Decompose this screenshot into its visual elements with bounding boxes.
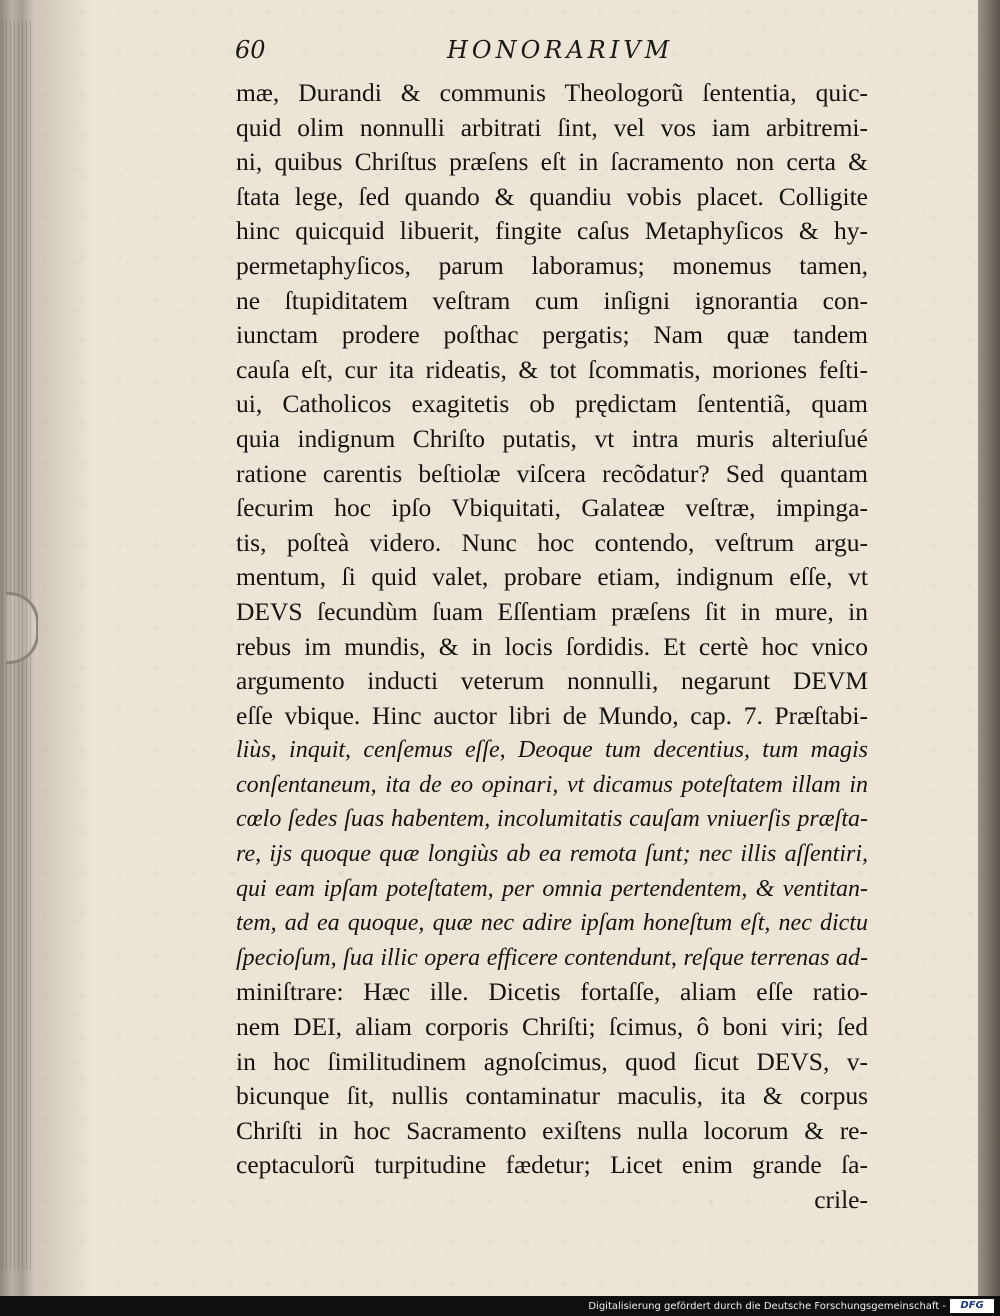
text-line: rebus im mundis, & in locis ſordidis. Et certè hoc vnico xyxy=(236,631,868,661)
quotation-line: ſpecioſum, ſua illic opera efficere contendunt, reſque terrenas ad- xyxy=(236,944,868,971)
text-line: eſſe vbique. Hinc auctor libri de Mundo, cap. 7. Præſtabi- xyxy=(236,700,868,730)
quotation-line: tem, ad ea quoque, quæ nec adire ipſam honeſtum eſt, nec dictu xyxy=(236,910,868,937)
text-line: ſecurim hoc ipſo Vbiquitati, Galateæ veſtræ, impinga- xyxy=(236,493,868,523)
book-fore-edge xyxy=(0,0,40,1316)
page-gutter-shadow xyxy=(978,0,1000,1316)
text-line: quia indignum Chriſto putatis, vt intra muris alteriuſué xyxy=(236,423,868,453)
text-line: tis, poſteà videro. Nunc hoc contendo, veſtrum argu- xyxy=(236,527,868,557)
digitization-footer xyxy=(0,1296,1000,1316)
quotation-line: cœlo ſedes ſuas habentem, incolumitatis cauſam vniuerſis præſta- xyxy=(236,806,868,833)
text-line: nem DEI, aliam corporis Chriſti; ſcimus, ô boni viri; ſed xyxy=(236,1012,868,1042)
main-text xyxy=(236,76,868,1218)
catchword: crile- xyxy=(814,1185,868,1214)
text-line: bicunque ſit, nullis contaminatur maculis, ita & corpus xyxy=(236,1081,868,1111)
text-line: ratione carentis beſtiolæ viſcera recõdatur? Sed quantam xyxy=(236,458,868,488)
page-number: 60 xyxy=(235,36,266,64)
quotation-line: liùs, inquit, cenſemus eſſe, Deoque tum decentius, tum magis xyxy=(236,737,868,764)
text-line: ui, Catholicos exagitetis ob prędictam ſententiã, quam xyxy=(236,389,868,419)
text-line: ne ſtupiditatem veſtram cum inſigni ignorantia con- xyxy=(236,285,868,315)
quotation-line: qui eam ipſam poteſtatem, per omnia pertendentem, & ventitan- xyxy=(236,875,868,902)
quotation-line: conſentaneum, ita de eo opinari, vt dicamus poteſtatem illam in xyxy=(236,771,868,798)
running-title: HONORARIVM xyxy=(447,36,674,64)
text-line: miniſtrare: Hæc ille. Dicetis fortaſſe, aliam eſſe ratio- xyxy=(236,977,868,1007)
funding-credit: Digitalisierung gefördert durch die Deutsche Forschungsgemeinschaft - xyxy=(588,1301,946,1312)
text-line: cauſa eſt, cur ita rideatis, & tot ſcommatis, moriones feſti- xyxy=(236,354,868,384)
page-header xyxy=(235,36,875,76)
text-line: DEVS ſecundùm ſuam Eſſentiam præſens ſit in mure, in xyxy=(236,596,868,626)
text-line: argumento inducti veterum nonnulli, negarunt DEVM xyxy=(236,666,868,696)
text-line: ceptaculorũ turpitudine fædetur; Licet enim grande ſa- xyxy=(236,1150,868,1180)
text-line: Chriſti in hoc Sacramento exiſtens nulla locorum & re- xyxy=(236,1115,868,1145)
text-line: mæ, Durandi & communis Theologorũ ſententia, quic- xyxy=(236,78,868,107)
text-line: quid olim nonnulli arbitrati ſint, vel vos iam arbitremi- xyxy=(236,112,868,142)
text-line: iunctam prodere poſthac pergatis; Nam quæ tandem xyxy=(236,320,868,350)
quotation-line: re, ijs quoque quæ longiùs ab ea remota ſunt; nec illis aſſentiri, xyxy=(236,841,868,868)
book-clip xyxy=(6,592,39,664)
text-line: ſtata lege, ſed quando & quandiu vobis placet. Colligite xyxy=(236,181,868,211)
text-line: in hoc ſimilitudinem agnoſcimus, quod ſicut DEVS, v- xyxy=(236,1046,868,1076)
text-line: hinc quicquid libuerit, fingite caſus Metaphyſicos & hy- xyxy=(236,216,868,246)
dfg-logo: DFG xyxy=(950,1299,994,1313)
text-line: ni, quibus Chriſtus præſens eſt in ſacramento non certa & xyxy=(236,147,868,177)
text-line: mentum, ſi quid valet, probare etiam, indignum eſſe, vt xyxy=(236,562,868,592)
text-line: permetaphyſicos, parum laboramus; monemus tamen, xyxy=(236,250,868,280)
